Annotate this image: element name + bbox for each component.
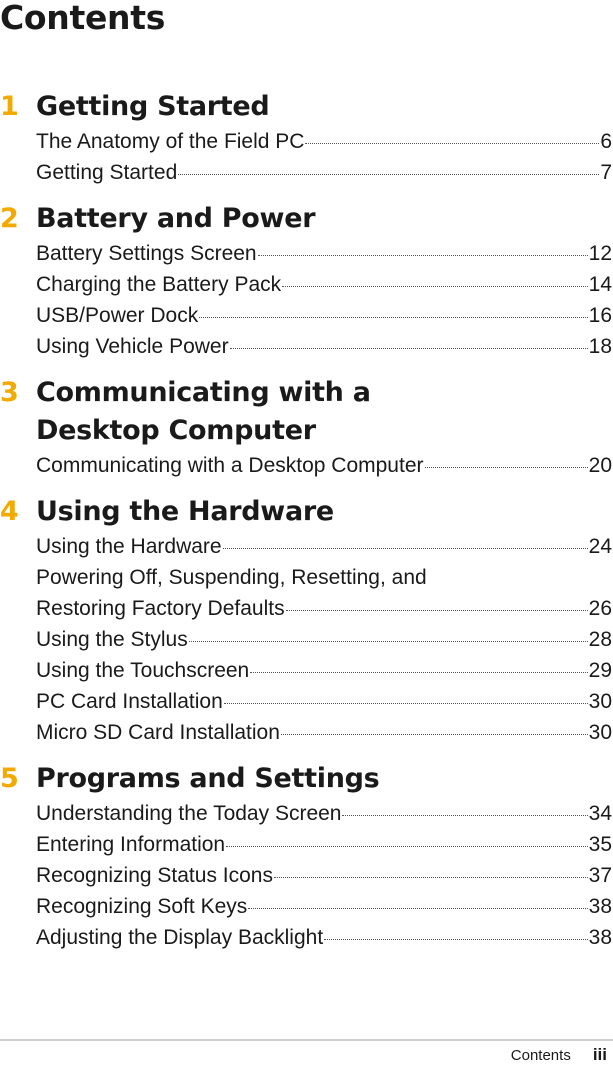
dot-leader	[224, 687, 588, 704]
chapter-heading[interactable]	[0, 88, 613, 126]
footer-divider	[0, 1039, 613, 1041]
chapter-title: Getting Started	[36, 91, 270, 122]
toc-entry[interactable]	[36, 717, 612, 748]
chapter-title: Using the Hardware	[36, 496, 334, 527]
dot-leader	[199, 301, 587, 318]
dot-leader	[342, 799, 587, 816]
chapter-5	[0, 760, 613, 953]
toc-entry-title: Getting Started	[36, 161, 178, 184]
toc-page-number: 6	[600, 130, 612, 153]
toc-page-number: 38	[588, 926, 612, 949]
toc-entry[interactable]	[36, 655, 612, 686]
dot-leader	[425, 451, 588, 468]
toc-entry-title: Recognizing Soft Keys	[36, 895, 248, 918]
toc-entry-title: Micro SD Card Installation	[36, 721, 280, 744]
chapter-heading[interactable]	[0, 760, 613, 798]
dot-leader	[324, 923, 587, 940]
toc-entry[interactable]	[36, 891, 612, 922]
chapter-2	[0, 200, 613, 362]
toc-entry[interactable]	[36, 126, 612, 157]
toc-page-number: 18	[588, 335, 612, 358]
toc-entry-title: Recognizing Status Icons	[36, 864, 273, 887]
dot-leader	[248, 892, 587, 909]
dot-leader	[223, 532, 588, 549]
toc-page-number: 26	[588, 597, 612, 620]
chapter-heading[interactable]	[0, 493, 613, 531]
chapter-number: 1	[0, 91, 19, 122]
chapter-heading[interactable]	[0, 374, 613, 450]
toc-entry-title: Communicating with a Desktop Computer	[36, 454, 424, 477]
dot-leader	[250, 656, 587, 673]
toc-entry-title: The Anatomy of the Field PC	[36, 130, 305, 153]
toc-entry[interactable]	[36, 269, 612, 300]
toc-page-number: 30	[588, 690, 612, 713]
toc-entry[interactable]	[36, 624, 612, 655]
chapter-3	[0, 374, 613, 481]
toc-entry[interactable]	[36, 300, 612, 331]
dot-leader	[282, 270, 588, 287]
toc-page-number: 34	[588, 802, 612, 825]
footer-label: Contents	[510, 1047, 571, 1064]
chapter-number: 5	[0, 763, 19, 794]
dot-leader	[226, 830, 588, 847]
dot-leader	[281, 718, 588, 735]
toc-entry-title: Understanding the Today Screen	[36, 802, 342, 825]
toc-page-number: 12	[588, 242, 612, 265]
dot-leader	[286, 594, 588, 611]
toc-page-number: 35	[588, 833, 612, 856]
toc-entry[interactable]	[36, 829, 612, 860]
chapter-title: Desktop Computer	[36, 415, 316, 446]
toc-page-number: 30	[588, 721, 612, 744]
toc-entry[interactable]	[36, 157, 612, 188]
chapter-4	[0, 493, 613, 748]
toc-page-number: 16	[588, 304, 612, 327]
chapter-title: Communicating with a	[36, 377, 371, 408]
chapter-1	[0, 88, 613, 188]
dot-leader	[305, 127, 599, 144]
toc-entry-title: PC Card Installation	[36, 690, 223, 713]
toc-entry[interactable]	[36, 798, 612, 829]
toc-entry[interactable]	[36, 593, 612, 624]
toc-entry-title: Using the Hardware	[36, 535, 222, 558]
toc-entry[interactable]	[36, 238, 612, 269]
toc-page-number: 20	[588, 454, 612, 477]
toc-entry-title: Entering Information	[36, 833, 226, 856]
footer-page-number: iii	[592, 1045, 607, 1064]
toc-page-number: 29	[588, 659, 612, 682]
dot-leader	[178, 158, 599, 175]
toc-entry-title: USB/Power Dock	[36, 304, 199, 327]
toc-page-number: 37	[588, 864, 612, 887]
toc-page-number: 24	[588, 535, 612, 558]
toc-page-number: 14	[588, 273, 612, 296]
dot-leader	[189, 625, 588, 642]
chapter-number: 2	[0, 203, 19, 234]
toc-entry[interactable]	[36, 450, 612, 481]
toc-entry-title: Battery Settings Screen	[36, 242, 257, 265]
toc-entry[interactable]	[36, 331, 612, 362]
chapter-heading[interactable]	[0, 200, 613, 238]
toc-entry[interactable]	[36, 531, 612, 562]
toc-entry[interactable]	[36, 686, 612, 717]
dot-leader	[274, 861, 588, 878]
toc-entry-title: Using the Touchscreen	[36, 659, 250, 682]
toc-entry-title: Charging the Battery Pack	[36, 273, 282, 296]
toc-page-number: 28	[588, 628, 612, 651]
toc-entry-title: Restoring Factory Defaults	[36, 597, 285, 620]
dot-leader	[258, 239, 588, 256]
toc-entry-title: Using Vehicle Power	[36, 335, 229, 358]
toc-entry-title: Using the Stylus	[36, 628, 188, 651]
chapter-title: Programs and Settings	[36, 763, 380, 794]
page-title: Contents	[0, 0, 166, 37]
toc-entry[interactable]	[36, 860, 612, 891]
chapter-number: 3	[0, 377, 19, 408]
toc-entry[interactable]	[36, 922, 612, 953]
chapter-title: Battery and Power	[36, 203, 316, 234]
toc-page-number: 7	[600, 161, 612, 184]
dot-leader	[230, 332, 588, 349]
page-footer	[511, 1045, 607, 1065]
toc-entry-first-line[interactable]: Powering Off, Suspending, Resetting, and	[36, 566, 427, 589]
chapter-number: 4	[0, 496, 19, 527]
toc-page-number: 38	[588, 895, 612, 918]
table-of-contents	[0, 88, 613, 953]
toc-entry-title: Adjusting the Display Backlight	[36, 926, 324, 949]
